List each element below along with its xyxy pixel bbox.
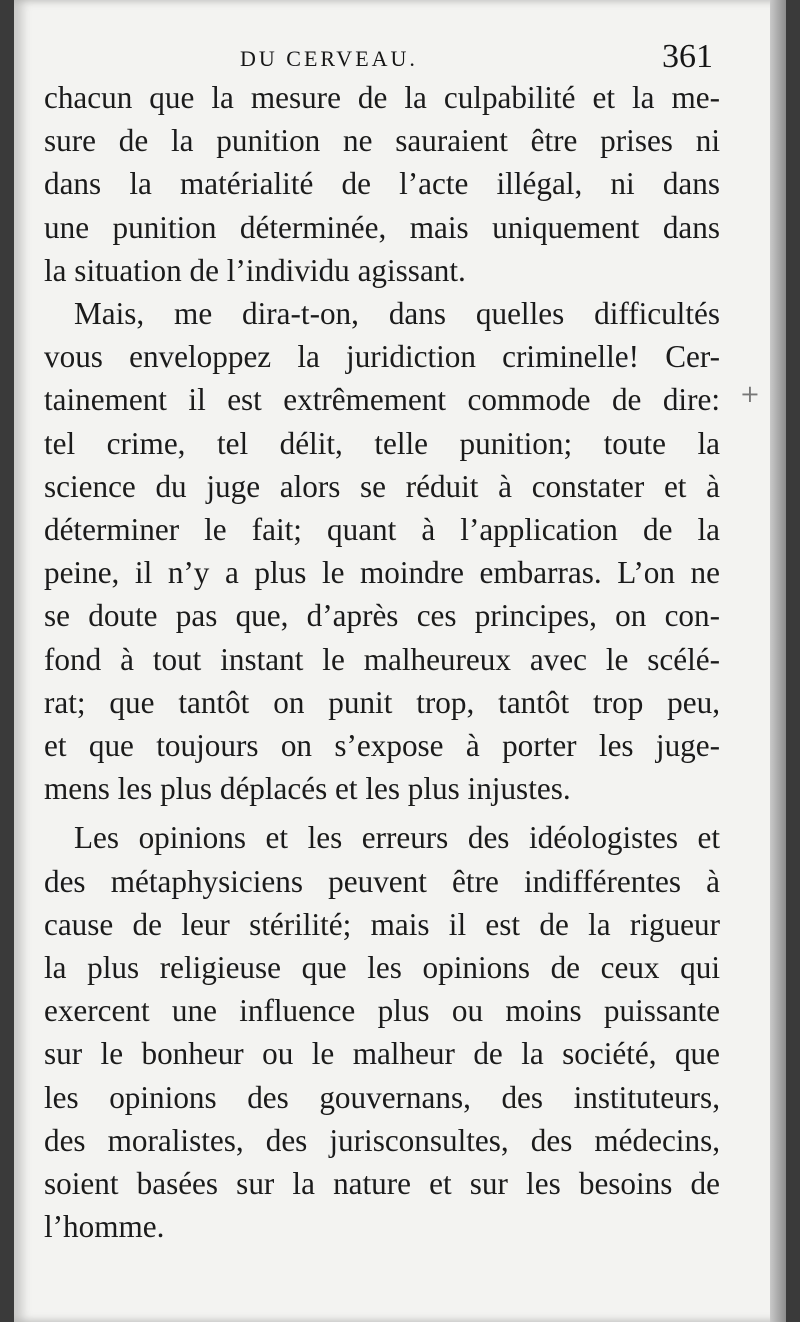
- running-title: DU CERVEAU.: [240, 46, 418, 71]
- text-line: peine, il n’y a plus le moindre embarras. L’on ne: [44, 555, 720, 591]
- page-edge-shadow: [770, 0, 786, 1322]
- text-line: la plus religieuse que les opinions de ceux qui: [44, 950, 720, 986]
- text-line: chacun que la mesure de la culpabilité et la me-: [44, 80, 720, 115]
- page-header: [14, 30, 786, 80]
- text-line: science du juge alors se réduit à constater et à: [44, 468, 720, 504]
- margin-mark-icon: +: [739, 380, 760, 408]
- text-line: déterminer le fait; quant à l’application de la: [44, 512, 720, 548]
- text-line: Les opinions et les erreurs des idéologistes et: [74, 820, 720, 856]
- text-line: dans la matérialité de l’acte illégal, ni dans: [44, 166, 720, 202]
- text-line: et que toujours on s’expose à porter les juge-: [44, 728, 720, 764]
- text-line: des métaphysiciens peuvent être indifférentes à: [44, 863, 720, 899]
- text-line: tainement il est extrêmement commode de dire:: [44, 382, 720, 418]
- text-line: sure de la punition ne sauraient être prises ni: [44, 123, 720, 159]
- text-line: fond à tout instant le malheureux avec le scélé-: [44, 641, 720, 677]
- paragraph-2: [44, 292, 720, 810]
- book-page: [14, 0, 786, 1322]
- text-line: exercent une influence plus ou moins puissante: [44, 993, 720, 1029]
- page-number: 361: [662, 38, 713, 75]
- text-line: mens les plus déplacés et les plus injustes.: [44, 771, 571, 807]
- text-line: les opinions des gouvernans, des instituteurs,: [44, 1079, 720, 1115]
- paragraph-3: [44, 816, 720, 1248]
- text-line: des moralistes, des jurisconsultes, des médecins,: [44, 1122, 720, 1158]
- text-line: sur le bonheur ou le malheur de la société, que: [44, 1036, 720, 1072]
- text-line: tel crime, tel délit, telle punition; toute la: [44, 425, 720, 461]
- text-line: la situation de l’individu agissant.: [44, 252, 466, 288]
- text-line: rat; que tantôt on punit trop, tantôt trop peu,: [44, 684, 720, 720]
- text-line: l’homme.: [44, 1209, 165, 1245]
- paragraph-1: [44, 76, 720, 292]
- text-line: une punition déterminée, mais uniquement dans: [44, 209, 720, 245]
- text-line: cause de leur stérilité; mais il est de la rigueur: [44, 906, 720, 942]
- text-line: soient basées sur la nature et sur les besoins de: [44, 1166, 720, 1202]
- text-line: se doute pas que, d’après ces principes, on con-: [44, 598, 720, 634]
- page-text: [44, 76, 720, 1248]
- text-line: vous enveloppez la juridiction criminelle! Cer-: [44, 339, 720, 375]
- text-line: Mais, me dira-t-on, dans quelles difficultés: [74, 296, 720, 332]
